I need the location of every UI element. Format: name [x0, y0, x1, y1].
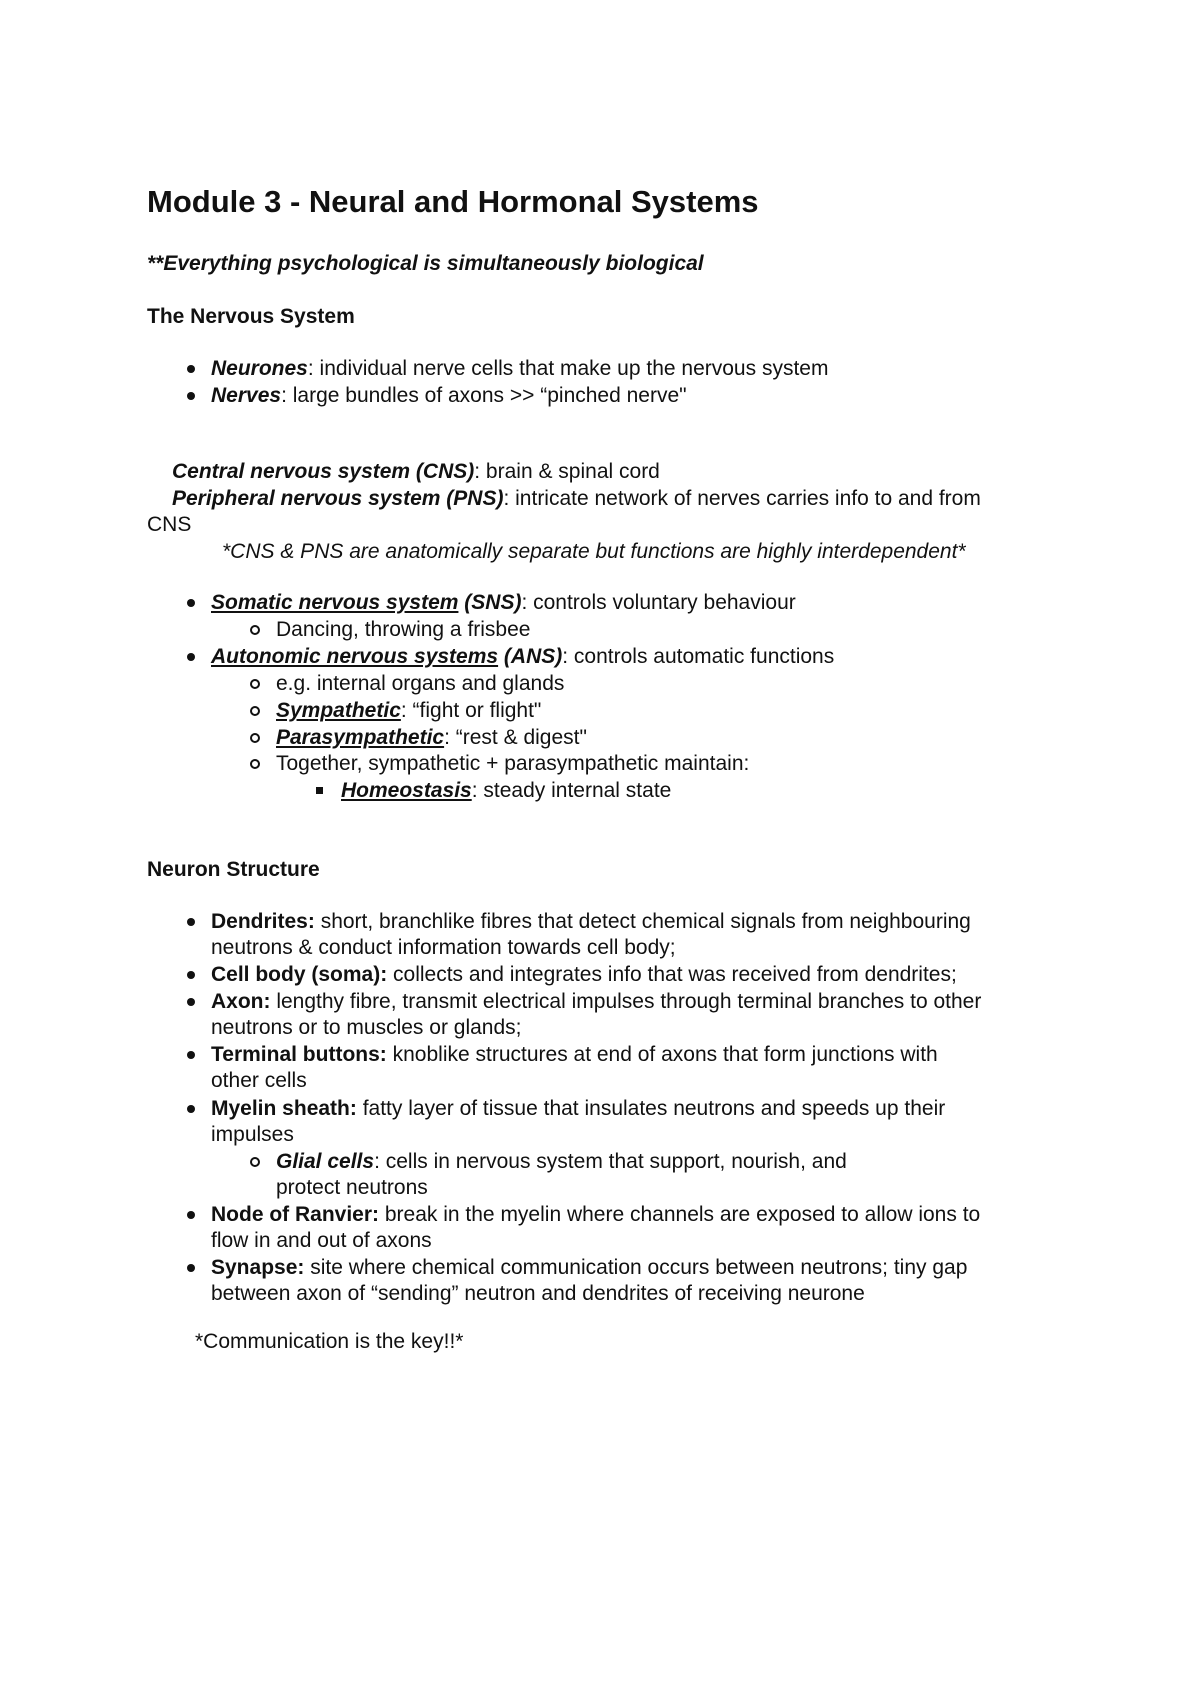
- bullet-icon: [187, 971, 195, 979]
- definition: : steady internal state: [471, 779, 672, 802]
- heading-nervous-system: The Nervous System: [147, 305, 355, 328]
- list-item-myelin-cont: impulses: [211, 1123, 294, 1146]
- term: Node of Ranvier:: [211, 1203, 380, 1226]
- term: Terminal buttons:: [211, 1043, 387, 1066]
- term: Autonomic nervous systems: [211, 645, 499, 668]
- bullet-icon: [187, 1211, 195, 1219]
- bullet-icon: [187, 1105, 195, 1113]
- bullet-icon: [187, 653, 195, 661]
- list-item-ranvier-cont: flow in and out of axons: [211, 1229, 432, 1252]
- list-item-nerves: [211, 383, 687, 409]
- definition: : intricate network of nerves carries info to and from: [503, 487, 981, 510]
- definition: : individual nerve cells that make up the nervous system: [307, 357, 829, 380]
- bullet-icon: [187, 1264, 195, 1272]
- list-item-axon: [211, 989, 981, 1015]
- list-item-cell-body: [211, 962, 957, 988]
- list-item-somatic: [211, 590, 796, 616]
- list-item-together: Together, sympathetic + parasympathetic maintain:: [276, 752, 750, 775]
- definition: short, branchlike fibres that detect chemical signals from neighbouring: [314, 910, 971, 933]
- term: Sympathetic: [276, 699, 401, 722]
- term: Glial cells: [276, 1150, 375, 1173]
- bullet-icon: [187, 998, 195, 1006]
- term: Myelin sheath:: [211, 1097, 357, 1120]
- term: Synapse:: [211, 1256, 305, 1279]
- cns-line: [172, 459, 660, 485]
- list-item-synapse-cont: between axon of “sending” neutron and dendrites of receiving neurone: [211, 1282, 865, 1305]
- definition: : “rest & digest": [444, 726, 587, 749]
- term: Cell body (soma):: [211, 963, 388, 986]
- pns-line: [172, 486, 981, 512]
- term: Axon:: [211, 990, 271, 1013]
- square-bullet-icon: [316, 787, 323, 794]
- bullet-icon: [187, 599, 195, 607]
- definition: lengthy fibre, transmit electrical impulses through terminal branches to other: [270, 990, 982, 1013]
- closing-note: *Communication is the key!!*: [195, 1330, 464, 1353]
- list-item-glial-cont: protect neutrons: [276, 1176, 428, 1199]
- sub-bullet-icon: [250, 733, 260, 743]
- list-item-homeostasis: [341, 778, 671, 804]
- definition: : controls voluntary behaviour: [521, 591, 796, 614]
- definition: collects and integrates info that was received from dendrites;: [387, 963, 957, 986]
- term: Neurones: [211, 357, 308, 380]
- definition: fatty layer of tissue that insulates neutrons and speeds up their: [356, 1097, 946, 1120]
- abbreviation: (ANS): [498, 645, 563, 668]
- bullet-icon: [187, 918, 195, 926]
- sub-bullet-icon: [250, 759, 260, 769]
- list-item-autonomic-example: e.g. internal organs and glands: [276, 672, 565, 695]
- subtitle: **Everything psychological is simultaneously biological: [147, 252, 704, 275]
- list-item-synapse: [211, 1255, 967, 1281]
- bullet-icon: [187, 1051, 195, 1059]
- list-item-dendrites: [211, 909, 971, 935]
- pns-continued: CNS: [147, 513, 192, 536]
- term: Peripheral nervous system (PNS): [172, 487, 504, 510]
- definition: site where chemical communication occurs between neutrons; tiny gap: [304, 1256, 968, 1279]
- list-item-dendrites-cont: neutrons & conduct information towards cell body;: [211, 936, 676, 959]
- sub-bullet-icon: [250, 706, 260, 716]
- term: Somatic nervous system: [211, 591, 459, 614]
- sub-bullet-icon: [250, 625, 260, 635]
- term: Central nervous system (CNS): [172, 460, 475, 483]
- list-item-glial: [276, 1149, 847, 1175]
- bullet-icon: [187, 392, 195, 400]
- list-item-parasympathetic: [276, 725, 587, 751]
- definition: : brain & spinal cord: [474, 460, 660, 483]
- definition: break in the myelin where channels are exposed to allow ions to: [379, 1203, 981, 1226]
- definition: knoblike structures at end of axons that form junctions with: [386, 1043, 938, 1066]
- sub-bullet-icon: [250, 679, 260, 689]
- list-item-ranvier: [211, 1202, 980, 1228]
- list-item-terminal-buttons: [211, 1042, 938, 1068]
- heading-neuron-structure: Neuron Structure: [147, 858, 320, 881]
- cns-pns-note: *CNS & PNS are anatomically separate but functions are highly interdependent*: [222, 540, 966, 563]
- term: Nerves: [211, 384, 282, 407]
- bullet-icon: [187, 365, 195, 373]
- list-item-sympathetic: [276, 698, 541, 724]
- term: Dendrites:: [211, 910, 315, 933]
- definition: : “fight or flight": [400, 699, 542, 722]
- list-item-axon-cont: neutrons or to muscles or glands;: [211, 1016, 522, 1039]
- list-item-terminal-cont: other cells: [211, 1069, 307, 1092]
- definition: : large bundles of axons >> “pinched nerve": [281, 384, 687, 407]
- list-item-somatic-example: Dancing, throwing a frisbee: [276, 618, 531, 641]
- definition: : controls automatic functions: [562, 645, 835, 668]
- definition: : cells in nervous system that support, nourish, and: [374, 1150, 847, 1173]
- list-item-neurones: [211, 356, 828, 382]
- term: Homeostasis: [341, 779, 472, 802]
- list-item-autonomic: [211, 644, 834, 670]
- abbreviation: (SNS): [458, 591, 522, 614]
- sub-bullet-icon: [250, 1157, 260, 1167]
- page-title: Module 3 - Neural and Hormonal Systems: [147, 184, 759, 219]
- list-item-myelin: [211, 1096, 945, 1122]
- term: Parasympathetic: [276, 726, 445, 749]
